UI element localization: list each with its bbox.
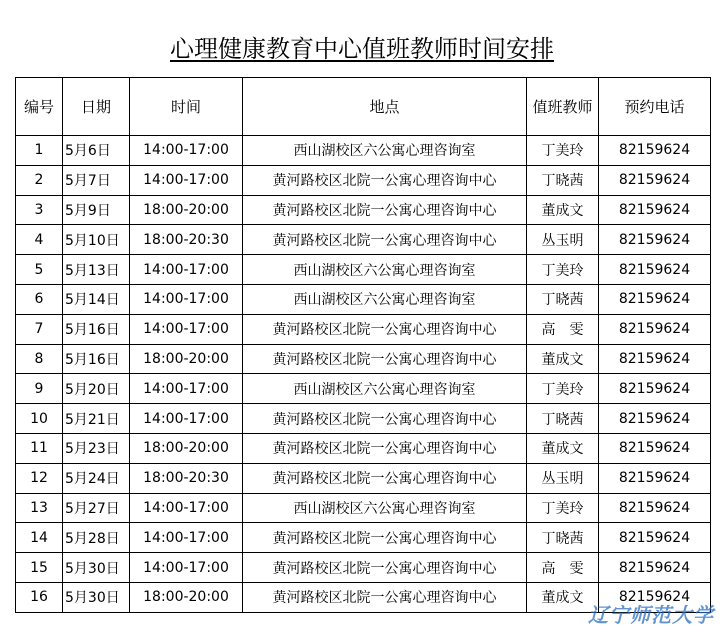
cell-teacher: 高 雯 [527,314,599,344]
cell-phone: 82159624 [599,463,711,493]
table-row [16,553,711,583]
cell-time: 18:00-20:00 [130,195,243,225]
cell-date: 5月7日 [63,165,130,195]
cell-location: 黄河路校区北院一公寓心理咨询中心 [243,344,527,374]
table-row [16,404,711,434]
cell-time: 18:00-20:30 [130,463,243,493]
cell-location: 黄河路校区北院一公寓心理咨询中心 [243,195,527,225]
cell-teacher: 丁晓茜 [527,284,599,314]
cell-date: 5月28日 [63,523,130,553]
cell-number: 6 [16,284,63,314]
cell-phone: 82159624 [599,404,711,434]
cell-time: 14:00-17:00 [130,493,243,523]
cell-phone: 82159624 [599,136,711,166]
cell-location: 黄河路校区北院一公寓心理咨询中心 [243,553,527,583]
cell-location: 西山湖校区六公寓心理咨询室 [243,136,527,166]
cell-time: 18:00-20:30 [130,225,243,255]
cell-phone: 82159624 [599,255,711,285]
cell-phone: 82159624 [599,225,711,255]
cell-number: 3 [16,195,63,225]
cell-date: 5月9日 [63,195,130,225]
cell-date: 5月16日 [63,344,130,374]
cell-number: 5 [16,255,63,285]
cell-date: 5月23日 [63,433,130,463]
cell-date: 5月6日 [63,136,130,166]
header-date: 日期 [63,78,130,136]
cell-phone: 82159624 [599,582,711,612]
cell-number: 10 [16,404,63,434]
cell-time: 14:00-17:00 [130,255,243,285]
cell-teacher: 丁晓茜 [527,523,599,553]
table-row [16,314,711,344]
cell-date: 5月30日 [63,582,130,612]
cell-date: 5月20日 [63,374,130,404]
header-time: 时间 [130,78,243,136]
cell-date: 5月13日 [63,255,130,285]
cell-location: 黄河路校区北院一公寓心理咨询中心 [243,165,527,195]
cell-location: 黄河路校区北院一公寓心理咨询中心 [243,463,527,493]
header-row [16,78,711,136]
cell-time: 14:00-17:00 [130,374,243,404]
cell-phone: 82159624 [599,493,711,523]
cell-phone: 82159624 [599,374,711,404]
table-body [16,136,711,613]
table-row [16,136,711,166]
cell-teacher: 丁晓茜 [527,404,599,434]
schedule-table [15,77,711,613]
table-header [16,78,711,136]
cell-time: 14:00-17:00 [130,553,243,583]
cell-number: 16 [16,582,63,612]
cell-teacher: 董成文 [527,582,599,612]
table-row [16,523,711,553]
cell-location: 黄河路校区北院一公寓心理咨询中心 [243,523,527,553]
cell-phone: 82159624 [599,284,711,314]
cell-number: 4 [16,225,63,255]
table-row [16,493,711,523]
cell-phone: 82159624 [599,195,711,225]
cell-teacher: 丁美玲 [527,493,599,523]
cell-number: 1 [16,136,63,166]
cell-location: 黄河路校区北院一公寓心理咨询中心 [243,314,527,344]
cell-number: 15 [16,553,63,583]
page-title [0,33,724,65]
cell-date: 5月27日 [63,493,130,523]
header-teacher: 值班教师 [527,78,599,136]
cell-location: 黄河路校区北院一公寓心理咨询中心 [243,225,527,255]
university-watermark: 辽宁师范大学 [588,603,714,627]
cell-date: 5月14日 [63,284,130,314]
header-phone: 预约电话 [599,78,711,136]
table-row [16,344,711,374]
cell-teacher: 丁美玲 [527,136,599,166]
cell-time: 18:00-20:00 [130,582,243,612]
cell-phone: 82159624 [599,165,711,195]
cell-location: 西山湖校区六公寓心理咨询室 [243,255,527,285]
cell-number: 14 [16,523,63,553]
cell-number: 8 [16,344,63,374]
cell-teacher: 丁晓茜 [527,165,599,195]
cell-time: 18:00-20:00 [130,433,243,463]
table-row [16,255,711,285]
cell-number: 13 [16,493,63,523]
header-number: 编号 [16,78,63,136]
cell-date: 5月16日 [63,314,130,344]
page-title-text: 心理健康教育中心值班教师时间安排 [170,35,554,63]
cell-location: 西山湖校区六公寓心理咨询室 [243,374,527,404]
cell-teacher: 丛玉明 [527,463,599,493]
cell-location: 西山湖校区六公寓心理咨询室 [243,493,527,523]
cell-date: 5月30日 [63,553,130,583]
cell-number: 7 [16,314,63,344]
cell-date: 5月24日 [63,463,130,493]
cell-location: 黄河路校区北院一公寓心理咨询中心 [243,582,527,612]
table-row [16,463,711,493]
table-row [16,165,711,195]
cell-time: 14:00-17:00 [130,136,243,166]
cell-number: 12 [16,463,63,493]
cell-teacher: 董成文 [527,195,599,225]
cell-number: 9 [16,374,63,404]
cell-teacher: 丁美玲 [527,255,599,285]
table-row [16,433,711,463]
cell-phone: 82159624 [599,523,711,553]
cell-number: 11 [16,433,63,463]
cell-time: 14:00-17:00 [130,523,243,553]
cell-teacher: 丁美玲 [527,374,599,404]
table-row [16,225,711,255]
cell-phone: 82159624 [599,433,711,463]
cell-time: 14:00-17:00 [130,314,243,344]
table-row [16,195,711,225]
cell-time: 18:00-20:00 [130,344,243,374]
cell-location: 黄河路校区北院一公寓心理咨询中心 [243,404,527,434]
cell-time: 14:00-17:00 [130,165,243,195]
cell-teacher: 董成文 [527,344,599,374]
header-location: 地点 [243,78,527,136]
cell-phone: 82159624 [599,344,711,374]
cell-phone: 82159624 [599,553,711,583]
cell-phone: 82159624 [599,314,711,344]
cell-teacher: 高 雯 [527,553,599,583]
table-row [16,284,711,314]
cell-time: 14:00-17:00 [130,284,243,314]
cell-date: 5月21日 [63,404,130,434]
cell-location: 黄河路校区北院一公寓心理咨询中心 [243,433,527,463]
cell-time: 14:00-17:00 [130,404,243,434]
cell-number: 2 [16,165,63,195]
cell-location: 西山湖校区六公寓心理咨询室 [243,284,527,314]
table-row [16,374,711,404]
cell-date: 5月10日 [63,225,130,255]
cell-teacher: 董成文 [527,433,599,463]
cell-teacher: 丛玉明 [527,225,599,255]
